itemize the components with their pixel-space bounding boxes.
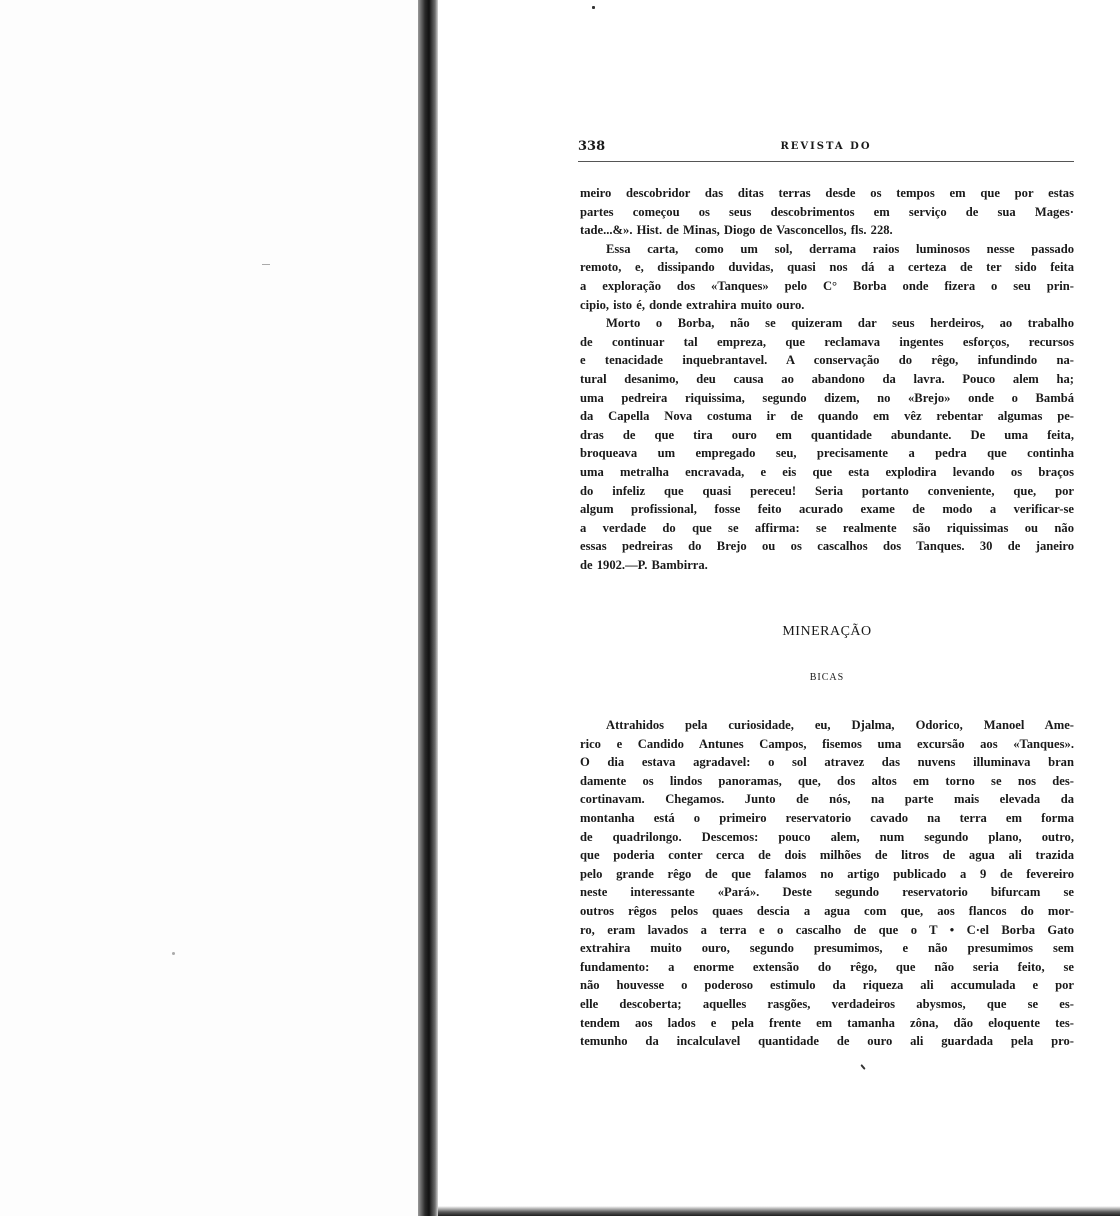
running-head: REVISTA DO	[780, 141, 872, 152]
text-line: de quadrilongo. Descemos: pouco alem, num segundo plano, outro,	[580, 829, 1074, 844]
text-line: tendem aos lados e pela frente em tamanha zôna, dão eloquente tes-	[580, 1015, 1074, 1030]
text-line: O dia estava agradavel: o sol atravez das nuvens illuminava bran	[580, 755, 1074, 770]
book-spine	[418, 0, 438, 1216]
text-line: montanha está o primeiro reservatorio cavado na terra em forma	[580, 810, 1074, 825]
text-line: Morto o Borba, não se quizeram dar seus herdeiros, ao trabalho	[606, 316, 1074, 331]
text-line: algum profissional, fosse feito acurado exame de modo a verificar-se	[580, 502, 1074, 517]
text-line: meiro descobridor das ditas terras desde os tempos em que por estas	[580, 186, 1074, 200]
text-line: do infeliz que quasi pereceu! Seria portanto conveniente, que, por	[580, 483, 1074, 498]
text-line: a verdade do que se affirma: se realmente são riquissimas ou não	[580, 520, 1074, 535]
text-line: a exploração dos «Tanques» pelo C° Borba onde fizera o seu prin-	[580, 278, 1074, 293]
page-speck	[172, 952, 175, 955]
text-line: uma metralha encravada, e eis que esta explodira levando os braços	[580, 464, 1074, 479]
text-line: neste interessante «Pará». Deste segundo reservatorio bifurcam se	[580, 885, 1074, 900]
text-line: Attrahidos pela curiosidade, eu, Djalma, Odorico, Manoel Ame-	[606, 718, 1074, 732]
page-number: 338	[578, 139, 606, 154]
text-line: cipio, isto é, donde extrahira muito ouro.	[580, 297, 805, 312]
left-blank-page	[0, 0, 418, 1216]
body-text-bottom	[580, 716, 1074, 1051]
text-line: remoto, e, dissipando duvidas, quasi nos dá a certeza de ter sido feita	[580, 260, 1074, 275]
subsection-title: BICAS	[809, 672, 845, 683]
text-line: essas pedreiras do Brejo ou os cascalhos dos Tanques. 30 de janeiro	[580, 539, 1074, 554]
text-line: elle descoberta; aquelles rasgões, verdadeiros abysmos, que se es-	[580, 996, 1074, 1011]
right-page	[438, 0, 1120, 1206]
text-line: ro, eram lavados a terra e o cascalho de que o T • C·el Borba Gato	[580, 922, 1074, 937]
text-line: dras de que tira ouro em quantidade abundante. De uma feita,	[580, 427, 1074, 442]
section-title: MINERAÇÃO	[782, 624, 872, 639]
text-line: broqueava um empregado seu, precisamente a pedra que continha	[580, 446, 1074, 461]
text-line: outros rêgos pelos quaes descia a agua com que, aos flancos do mor-	[580, 903, 1074, 918]
page-speck	[860, 1064, 865, 1070]
page-speck	[592, 6, 595, 9]
text-line: da Capella Nova costuma ir de quando em vêz rebentar algumas pe-	[580, 409, 1074, 424]
page-speck	[262, 264, 270, 265]
text-line: damente os lindos panoramas, que, dos altos em torno se nos des-	[580, 773, 1074, 788]
text-line: não houvesse o poderoso estimulo da riqueza ali accumulada e por	[580, 978, 1074, 993]
text-line: Essa carta, como um sol, derrama raios luminosos nesse passado	[606, 241, 1074, 256]
text-line: que poderia conter cerca de dois milhões de litros de agua ali trazida	[580, 848, 1074, 863]
text-line: cortinavam. Chegamos. Junto de nós, na parte mais elevada da	[580, 792, 1074, 807]
text-line: de 1902.—P. Bambirra.	[580, 557, 708, 572]
text-line: uma pedreira riquissima, segundo dizem, no «Brejo» onde o Bambá	[580, 390, 1074, 405]
text-line: e tenacidade inquebrantavel. A conservação do rêgo, infundindo na-	[580, 353, 1074, 368]
page-header	[578, 139, 1074, 162]
page-bottom-edge	[438, 1206, 1120, 1216]
text-line: rico e Candido Antunes Campos, fisemos uma excursão aos «Tanques».	[580, 736, 1074, 751]
text-line: fundamento: a enorme extensão do rêgo, que não seria feito, se	[580, 959, 1074, 974]
text-line: tural desanimo, deu causa ao abandono da lavra. Pouco alem ha;	[580, 371, 1074, 386]
text-line: pelo grande rêgo de que falamos no artigo publicado a 9 de fevereiro	[580, 866, 1074, 881]
text-line: extrahira muito ouro, segundo presumimos, e não presumimos sem	[580, 941, 1074, 956]
text-line: partes começou os seus descobrimentos em serviço de sua Mages·	[580, 204, 1074, 219]
text-line: de continuar tal empreza, que reclamava ingentes esforços, recursos	[580, 334, 1074, 349]
text-line: tade...&». Hist. de Minas, Diogo de Vasconcellos, fls. 228.	[580, 223, 893, 238]
body-text-top	[580, 184, 1074, 574]
text-line: temunho da incalculavel quantidade de ouro ali guardada pela pro-	[580, 1034, 1074, 1049]
